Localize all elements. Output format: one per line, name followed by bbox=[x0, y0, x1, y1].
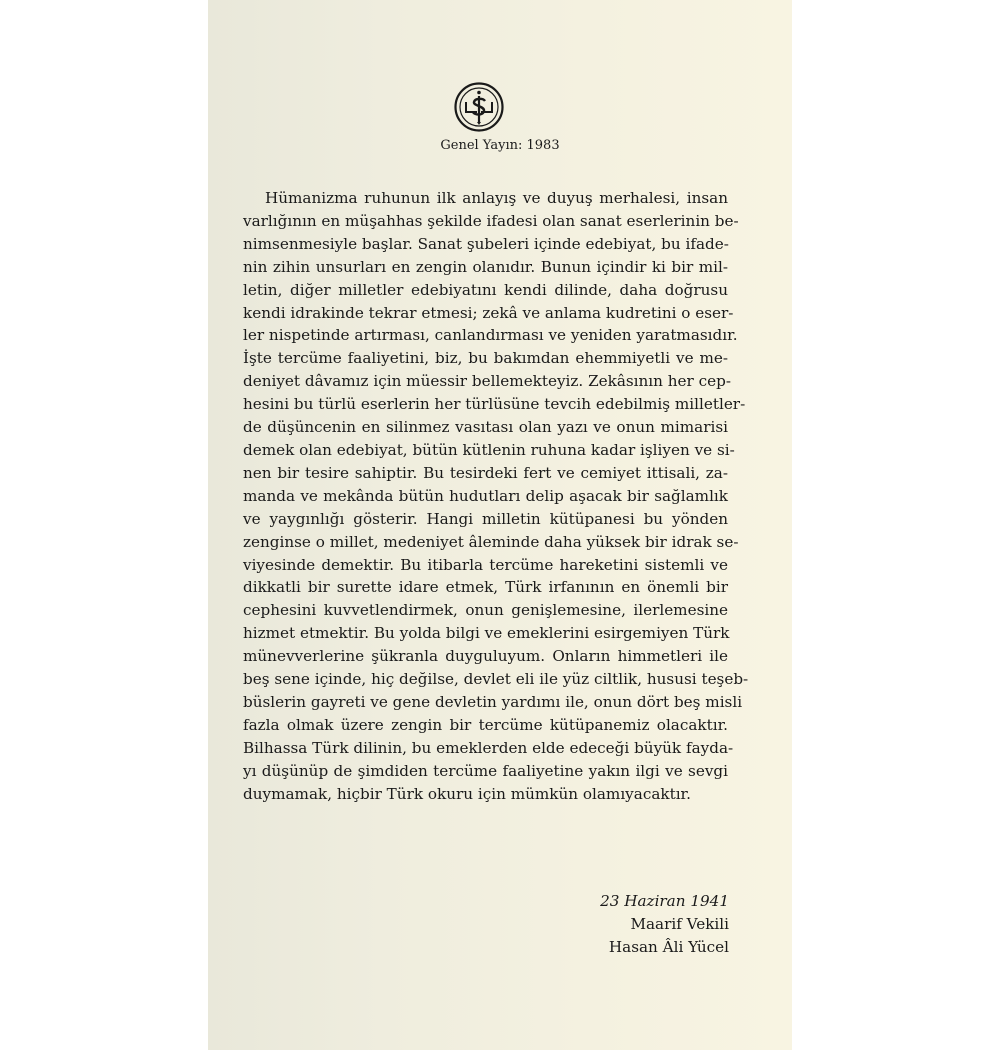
text-line: yı düşünüp de şimdiden tercüme faaliyetine yakın ilgi ve sevgi bbox=[243, 761, 728, 780]
signature-title: Maarif Vekili bbox=[630, 915, 729, 933]
text-line: letin, diğer milletler edebiyatını kendi dilinde, daha doğrusu bbox=[243, 280, 728, 299]
text-line: varlığının en müşahhas şekilde ifadesi olan sanat eserlerinin be- bbox=[243, 211, 739, 230]
text-line: İşte tercüme faaliyetini, biz, bu bakımdan ehemmiyetli ve me- bbox=[243, 349, 728, 368]
text-line: viyesinde demektir. Bu itibarla tercüme hareketini sistemli ve bbox=[243, 555, 728, 574]
series-label: Genel Yayın: 1983 bbox=[440, 138, 560, 153]
text-line: duymamak, hiçbir Türk okuru için mümkün olamıyacaktır. bbox=[243, 784, 691, 803]
text-line: de düşüncenin en silinmez vasıtası olan yazı ve onun mimarisi bbox=[243, 418, 728, 437]
text-line: dikkatli bir surette idare etmek, Türk irfanının en önemli bir bbox=[243, 578, 728, 597]
text-line: kendi idrakinde tekrar etmesi; zekâ ve anlama kudretini o eser- bbox=[243, 303, 734, 322]
text-line: münevverlerine şükranla duyguluyum. Onların himmetleri ile bbox=[243, 647, 728, 666]
signature-date: 23 Haziran 1941 bbox=[600, 892, 729, 910]
text-line: zenginse o millet, medeniyet âleminde daha yüksek bir idrak se- bbox=[243, 532, 739, 551]
text-line: hizmet etmektir. Bu yolda bilgi ve emeklerini esirgemiyen Türk bbox=[243, 624, 730, 643]
text-line: hesini bu türlü eserlerin her türlüsüne tevcih edebilmiş milletler- bbox=[243, 395, 746, 414]
text-line: demek olan edebiyat, bütün kütlenin ruhuna kadar işliyen ve si- bbox=[243, 440, 735, 459]
text-line: nimsenmesiyle başlar. Sanat şubeleri içinde edebiyat, bu ifade- bbox=[243, 234, 729, 253]
signature-block bbox=[600, 890, 729, 959]
text-line: deniyet dâvamız için müessir bellemekteyiz. Zekâsının her cep- bbox=[243, 372, 731, 391]
text-line: beş sene içinde, hiç değilse, devlet eli ile yüz ciltlik, hususi teşeb- bbox=[243, 670, 749, 689]
text-line: fazla olmak üzere zengin bir tercüme kütüpanemiz olacaktır. bbox=[243, 715, 728, 734]
text-line: Bilhassa Türk dilinin, bu emeklerden elde edeceği büyük fayda- bbox=[243, 738, 734, 757]
text-line: ler nispetinde artırması, canlandırması ve yeniden yaratmasıdır. bbox=[243, 326, 738, 345]
text-line: cephesini kuvvetlendirmek, onun genişlemesine, ilerlemesine bbox=[243, 601, 728, 620]
is-bankasi-emblem-icon bbox=[454, 82, 504, 132]
signature-name: Hasan Âli Yücel bbox=[608, 938, 729, 956]
text-line: büslerin gayreti ve gene devletin yardımı ile, onun dört beş misli bbox=[243, 692, 743, 711]
text-line: Hümanizma ruhunun ilk anlayış ve duyuş merhalesi, insan bbox=[265, 189, 728, 207]
text-line: nen bir tesire sahiptir. Bu tesirdeki fert ve cemiyet ittisali, za- bbox=[243, 463, 728, 482]
text-line: ve yaygınlığı gösterir. Hangi milletin kütüpanesi bu yönden bbox=[243, 509, 728, 528]
body-text bbox=[243, 187, 749, 805]
text-line: nin zihin unsurları en zengin olanıdır. Bunun içindir ki bir mil- bbox=[243, 257, 728, 276]
text-line: manda ve mekânda bütün hudutları delip aşacak bir sağlamlık bbox=[243, 486, 728, 505]
